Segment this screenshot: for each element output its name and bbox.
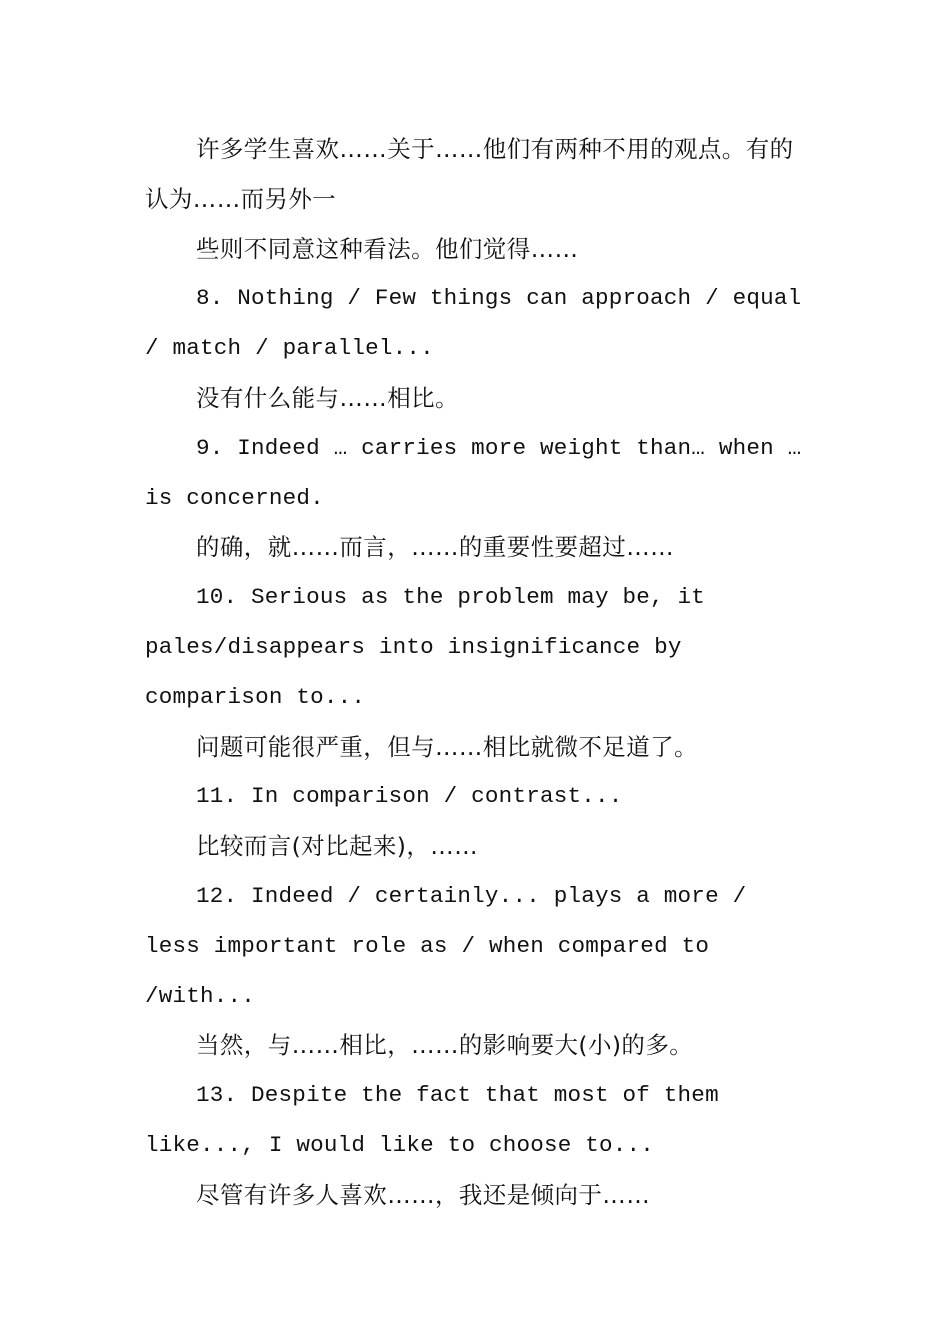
paragraph-zh-13: 尽管有许多人喜欢……，我还是倾向于…… xyxy=(196,1180,651,1209)
paragraph-en-10: 10. Serious as the problem may be, it pales/disappears into insignificance by comparison to... xyxy=(145,584,706,710)
paragraph-en-12: 12. Indeed / certainly... plays a more / less important role as / when compared to /with... xyxy=(145,882,747,1009)
paragraph-zh-9: 的确，就……而言，……的重要性要超过…… xyxy=(196,533,674,562)
paragraph-en-9: 9. Indeed … carries more weight than… when … is concerned. xyxy=(145,434,802,511)
paragraph-zh-2: 些则不同意这种看法。他们觉得…… xyxy=(196,234,579,263)
paragraph-zh-8: 没有什么能与……相比。 xyxy=(196,383,459,412)
document-body xyxy=(145,125,815,1221)
paragraph-zh-11: 比较而言(对比起来)，…… xyxy=(196,832,479,861)
paragraph-en-11: 11. In comparison / contrast... xyxy=(196,783,623,810)
paragraph-en-13: 13. Despite the fact that most of them like..., I would like to choose to... xyxy=(145,1082,719,1158)
paragraph-en-8: 8. Nothing / Few things can approach / equal / match / parallel... xyxy=(145,285,802,362)
paragraph-zh-12: 当然，与……相比，……的影响要大(小)的多。 xyxy=(196,1031,694,1060)
paragraph-zh-10: 问题可能很严重，但与……相比就微不足道了。 xyxy=(196,732,698,761)
paragraph-zh-1: 许多学生喜欢……关于……他们有两种不用的观点。有的认为……而另外一 xyxy=(145,135,794,213)
